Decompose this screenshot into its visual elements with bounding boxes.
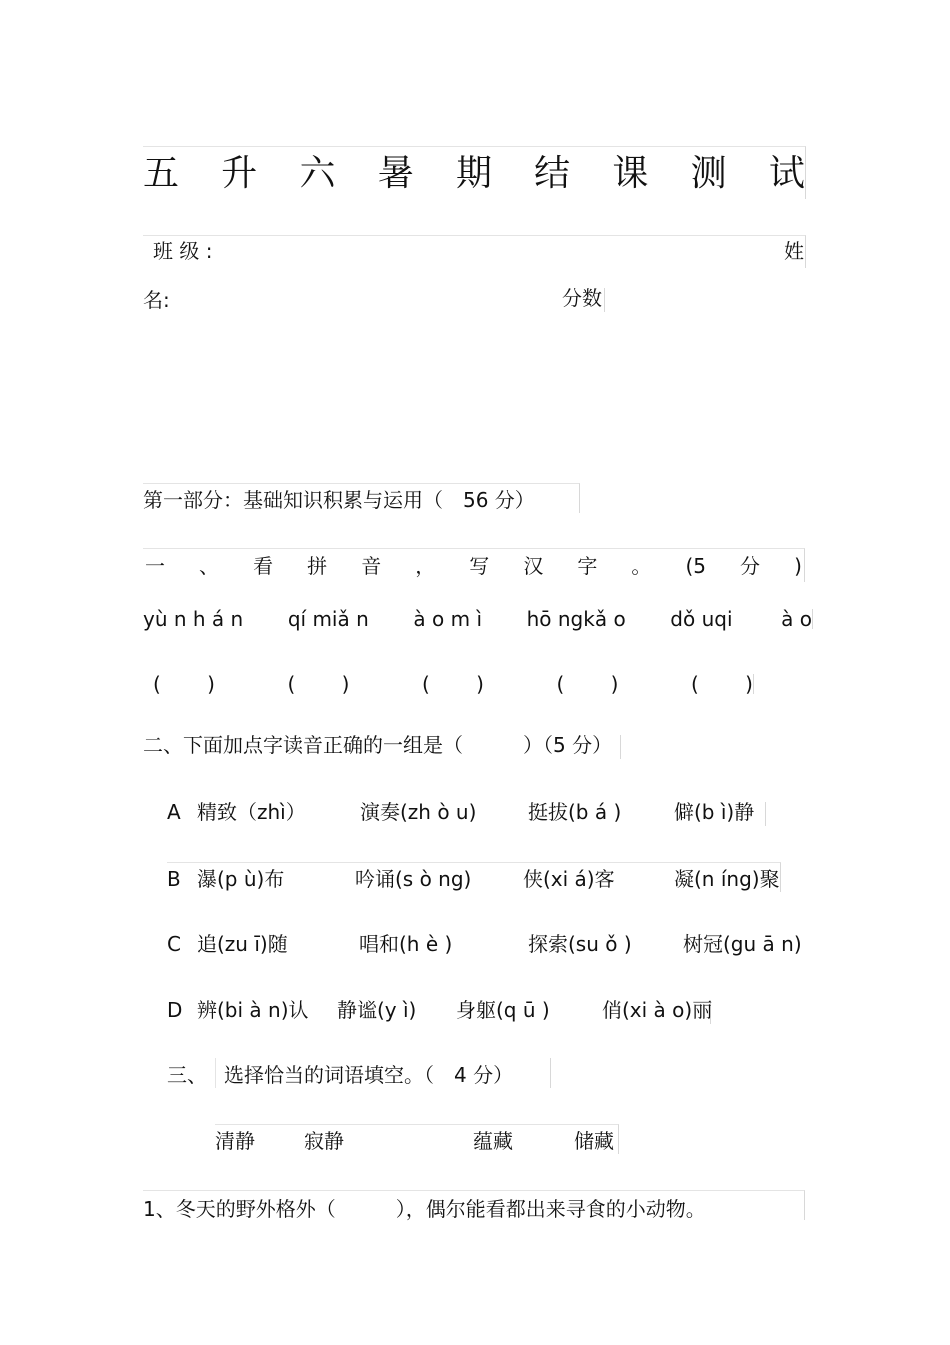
- q2-option-c: [167, 934, 817, 958]
- title-char: 测: [690, 153, 727, 194]
- option-letter: A: [167, 800, 181, 824]
- pinyin-item: yù n h á n: [143, 607, 244, 631]
- q1-title-token: (5: [685, 553, 706, 578]
- q1-title-token: ，: [415, 553, 436, 578]
- pinyin-item: à o m ì: [413, 607, 482, 631]
- option-item: 树冠(gu ā n): [683, 932, 802, 956]
- q1-pinyin-row: [143, 606, 813, 632]
- q1-title-token: 分: [740, 553, 761, 578]
- option-letter: C: [167, 932, 181, 956]
- answer-blank: ( ): [153, 672, 215, 696]
- option-item: 僻(b ì)静: [674, 800, 755, 824]
- option-item: 辨(bi à n)认: [197, 998, 309, 1022]
- q3-sentence-1: 1、冬天的野外格外（ ），偶尔能看都出来寻食的小动物。: [143, 1190, 805, 1220]
- q1-title-token: 写: [469, 553, 490, 578]
- q2-option-d: [167, 1000, 711, 1024]
- class-label: 班 级 :: [153, 239, 213, 263]
- q1-answer-blanks: [153, 674, 754, 694]
- title-char: 六: [299, 153, 336, 194]
- q2-option-a: [167, 802, 766, 826]
- word-choice: 寂静: [304, 1129, 344, 1153]
- q1-title-token: 看: [253, 553, 274, 578]
- q1-title-token: 汉: [523, 553, 544, 578]
- option-item: 挺拔(b á ): [528, 800, 622, 824]
- q2-title: 二、下面加点字读音正确的一组是（ ）（5 分）: [143, 735, 621, 759]
- word-choice: 清静: [215, 1129, 255, 1153]
- pinyin-item: dǒ uqi: [670, 607, 733, 631]
- score-label: 分数: [562, 288, 605, 312]
- answer-blank: ( ): [556, 672, 619, 696]
- pinyin-item: à o: [777, 609, 813, 629]
- option-item: 探索(su ǒ ): [528, 932, 632, 956]
- title-char: 期: [455, 153, 492, 194]
- word-choice: 蕴藏: [473, 1129, 513, 1153]
- answer-blank: ( ): [422, 672, 484, 696]
- option-letter: D: [167, 998, 183, 1022]
- title-char: 五: [143, 153, 180, 194]
- q1-title-token: 、: [199, 553, 220, 578]
- name-label-part-2: 名:: [143, 288, 170, 312]
- pinyin-item: qí miǎ n: [287, 607, 369, 631]
- option-item: 静谧(y ì): [337, 998, 417, 1022]
- title-char: 结: [534, 153, 571, 194]
- option-item: 演奏(zh ò u): [360, 800, 477, 824]
- q1-title-token: 拼: [307, 553, 328, 578]
- option-item: 吟诵(s ò ng): [355, 867, 472, 891]
- q1-title-token: ): [794, 553, 802, 578]
- q3-number: 三、: [167, 1063, 207, 1087]
- q1-title-token: 音: [361, 553, 382, 578]
- title-char: 课: [612, 153, 649, 194]
- option-item: 追(zu ī)随: [197, 932, 288, 956]
- q3-word-bank: [215, 1124, 619, 1154]
- q3-title: 选择恰当的词语填空。（ 4 分）: [215, 1058, 551, 1088]
- option-item: 侠(xi á)客: [523, 867, 615, 891]
- answer-blank: ( ): [287, 672, 350, 696]
- word-choice: 储藏: [574, 1129, 614, 1153]
- info-line-1: [143, 235, 806, 268]
- title-char: 升: [221, 153, 258, 194]
- option-letter: B: [167, 867, 181, 891]
- q1-title: [143, 548, 805, 582]
- part1-heading: 第一部分：基础知识积累与运用（ 56 分）: [143, 483, 580, 513]
- option-item: 身躯(q ū ): [456, 998, 550, 1022]
- title-char: 暑: [377, 153, 414, 194]
- q1-title-token: 。: [631, 553, 652, 578]
- answer-blank: ( ): [691, 672, 753, 696]
- q1-title-token: 字: [577, 553, 598, 578]
- q1-title-token: 一: [145, 553, 165, 578]
- option-item: 瀑(p ù)布: [197, 867, 285, 891]
- option-item: 唱和(h è ): [359, 932, 453, 956]
- name-label-part-1: 姓: [784, 239, 804, 263]
- option-item: 精致（zhì）: [197, 800, 306, 824]
- title-char: 试: [768, 153, 805, 194]
- pinyin-item: hō ngkǎ o: [526, 607, 626, 631]
- option-item: 凝(n íng)聚: [674, 867, 780, 891]
- q2-option-b: [167, 862, 781, 892]
- option-item: 俏(xi à o)丽: [602, 998, 713, 1022]
- page-title: [143, 146, 806, 199]
